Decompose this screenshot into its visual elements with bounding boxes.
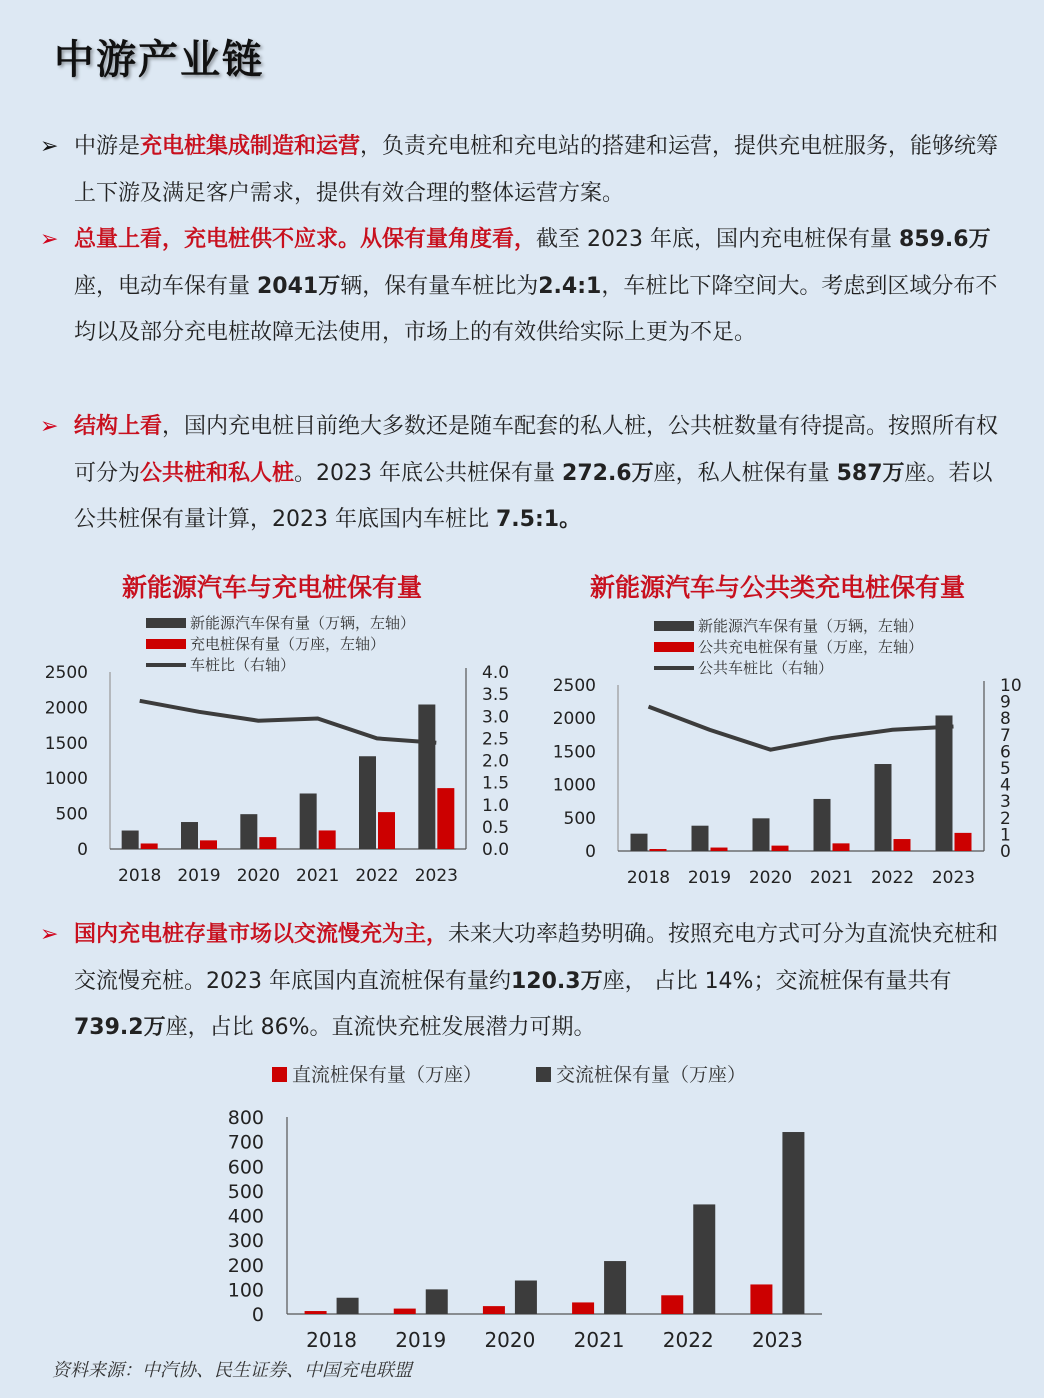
x-tick-label: 2021	[296, 866, 340, 886]
paragraph-segment: 截至 2023 年底，国内充电桩保有量	[536, 227, 899, 252]
bar-ev	[300, 793, 317, 849]
y-tick-right: 0.5	[482, 817, 510, 838]
bar-chargers	[650, 849, 667, 851]
legend-swatch-dc	[272, 1067, 287, 1082]
paragraph-segment: 座，私人桩保有量	[653, 460, 837, 486]
bar-dc	[661, 1295, 683, 1314]
y-tick-right: 4.0	[482, 663, 510, 683]
legend-label: 车桩比（右轴）	[190, 656, 296, 674]
bullet-arrow-icon: ➢	[40, 414, 59, 439]
paragraph-segment: 总量上看，充电桩供不应求。从保有量角度看，	[74, 227, 537, 252]
x-tick-label: 2023	[751, 1328, 803, 1352]
y-tick: 100	[227, 1279, 264, 1302]
y-tick-right: 7	[1000, 725, 1011, 746]
paragraph-segment: 中游是	[74, 134, 141, 159]
page-title: 中游产业链	[54, 36, 264, 83]
paragraph-segment: 739.2万	[74, 1015, 166, 1040]
y-tick: 300	[227, 1230, 264, 1253]
y-tick-right: 9	[1000, 692, 1011, 713]
y-tick-right: 6	[1000, 742, 1011, 763]
y-tick: 200	[227, 1254, 264, 1277]
bullet-arrow-icon: ➢	[40, 227, 59, 252]
legend-label-dc: 直流桩保有量（万座）	[292, 1064, 483, 1086]
bar-dc	[750, 1284, 772, 1314]
y-tick-right: 1	[1000, 825, 1011, 846]
paragraph-total	[40, 217, 1000, 357]
bar-ac	[426, 1289, 448, 1314]
bar-chargers	[833, 843, 850, 851]
legend-label: 公共车桩比（右轴）	[698, 659, 834, 677]
source-note: 资料来源：中汽协、民生证券、中国充电联盟	[52, 1360, 412, 1381]
y-tick-right: 8	[1000, 709, 1011, 730]
chart2-title: 新能源汽车与公共类充电桩保有量	[590, 573, 966, 602]
y-tick-right: 2	[1000, 808, 1011, 829]
paragraph-segment: 公共桩和私人桩	[140, 460, 295, 486]
legend-swatch	[146, 618, 186, 628]
x-tick-label: 2021	[809, 868, 854, 888]
legend-swatch	[146, 639, 186, 649]
y-tick-right: 3.5	[482, 685, 510, 706]
y-tick-right: 0	[1000, 842, 1011, 862]
paragraph-segment: 结构上看	[74, 414, 163, 439]
bar-dc	[483, 1306, 505, 1314]
paragraph-segment: 587万	[836, 460, 905, 486]
bar-ev	[814, 799, 831, 851]
legend-swatch	[654, 642, 694, 652]
legend-label: 公共充电桩保有量（万座，左轴）	[698, 638, 924, 656]
paragraph-segment: 2.4:1	[538, 273, 602, 299]
paragraph-segment: 座。若以公共桩保有量计算，2023 年底国内车桩比	[74, 460, 993, 532]
bar-ev	[692, 826, 709, 851]
paragraph-segment: 国内充电桩存量市场以交流慢充为主，	[74, 922, 449, 947]
y-tick-left: 1500	[552, 742, 596, 763]
x-tick-label: 2022	[355, 866, 399, 886]
y-tick-right: 1.5	[482, 773, 510, 794]
y-tick-right: 2.5	[482, 729, 510, 750]
y-tick-left: 1500	[44, 733, 88, 754]
bar-ev	[240, 814, 257, 849]
paragraph-segment: 7.5:1	[495, 507, 560, 532]
paragraph-segment: 座，占比 86%。直流快充桩发展潜力可期。	[165, 1015, 596, 1040]
y-tick-left: 1000	[552, 775, 596, 796]
x-tick-label: 2018	[118, 866, 162, 886]
bar-chargers	[141, 843, 158, 849]
y-tick: 0	[251, 1304, 264, 1326]
bar-ev	[181, 822, 198, 849]
chart-ev-vs-chargers	[0, 600, 522, 900]
bar-dc	[394, 1309, 416, 1314]
x-tick-label: 2018	[306, 1328, 358, 1352]
bar-chargers	[894, 839, 911, 851]
paragraph-segment: 座， 占比 14%；交流桩保有量共有	[602, 968, 952, 994]
x-tick-label: 2020	[748, 868, 793, 888]
y-tick-right: 2.0	[482, 751, 510, 772]
y-tick: 700	[227, 1131, 264, 1154]
y-tick: 600	[227, 1156, 264, 1179]
x-tick-label: 2019	[687, 868, 732, 888]
bar-chargers	[259, 837, 276, 849]
bar-ev	[631, 834, 648, 851]
x-tick-label: 2019	[177, 866, 221, 886]
y-tick: 500	[227, 1180, 264, 1203]
bar-ac	[604, 1261, 626, 1314]
paragraph-segment: 。	[559, 507, 582, 532]
x-tick-label: 2022	[662, 1328, 714, 1352]
paragraph-midstream	[40, 124, 1000, 217]
paragraph-segment: 充电桩集成制造和运营	[140, 134, 361, 159]
legend-swatch	[654, 621, 694, 631]
bar-ev	[359, 756, 376, 849]
bar-ev	[418, 704, 435, 849]
bar-ac	[693, 1204, 715, 1314]
paragraph-segment: 272.6万	[562, 460, 654, 486]
legend-label-ac: 交流桩保有量（万座）	[556, 1064, 747, 1086]
y-tick-right: 5	[1000, 759, 1011, 779]
y-tick-right: 3	[1000, 792, 1011, 813]
bar-ac	[782, 1132, 804, 1314]
bar-dc	[572, 1302, 594, 1314]
y-tick-left: 0	[77, 840, 88, 860]
paragraph-segment: 2041万	[257, 273, 341, 299]
legend-label: 新能源汽车保有量（万辆，左轴）	[190, 614, 416, 632]
paragraph-segment: 。2023 年底公共桩保有量	[294, 460, 563, 486]
x-tick-label: 2021	[573, 1328, 625, 1352]
paragraph-segment: 120.3万	[510, 968, 603, 994]
bar-ac	[337, 1298, 359, 1314]
chart-ev-vs-public-chargers	[522, 600, 1044, 900]
legend-label: 充电桩保有量（万座，左轴）	[190, 635, 386, 653]
y-tick-right: 0.0	[482, 840, 510, 860]
x-tick-label: 2018	[626, 868, 671, 888]
legend-swatch-ac	[536, 1067, 551, 1082]
paragraph-segment: ，负责充电桩和充电站的搭建和运营，提供充电桩服务，能够统筹上下游及满足客户需求，提供有效合理的整体运营方案。	[74, 134, 999, 206]
chart1-title: 新能源汽车与充电桩保有量	[122, 573, 423, 602]
bar-ev	[875, 764, 892, 851]
paragraph-segment: ，车桩比下降空间大。考虑到区域分布不均以及部分充电桩故障无法使用，市场上的有效供给实际上更为不足。	[74, 273, 998, 345]
x-tick-label: 2023	[414, 866, 458, 886]
x-tick-label: 2020	[484, 1328, 536, 1352]
bullet-arrow-icon: ➢	[40, 922, 59, 947]
y-tick-left: 2000	[44, 698, 88, 719]
x-tick-label: 2020	[236, 866, 280, 886]
y-tick-right: 4	[1000, 775, 1011, 796]
y-tick-right: 1.0	[482, 795, 510, 816]
y-tick-left: 2500	[552, 676, 596, 696]
bar-chargers	[955, 833, 972, 851]
bar-ac	[515, 1281, 537, 1314]
bar-ev	[936, 715, 953, 851]
bar-dc	[305, 1311, 327, 1314]
y-tick-left: 1000	[44, 769, 88, 790]
chart-dc-vs-ac	[0, 1055, 1044, 1355]
y-tick-left: 500	[55, 804, 88, 825]
y-tick-left: 500	[563, 808, 596, 829]
paragraph-structure	[40, 404, 1000, 544]
paragraph-segment: 859.6万	[898, 227, 991, 252]
y-tick: 800	[227, 1107, 264, 1129]
y-tick: 400	[227, 1205, 264, 1228]
bar-chargers	[772, 846, 789, 851]
paragraph-segment: ，国内充电桩目前绝大多数还是随车配套的私人桩，公共桩数量有待提高。按照所有权可分为	[74, 414, 999, 486]
paragraph-ac-dc	[40, 912, 1000, 1052]
x-tick-label: 2019	[395, 1328, 447, 1352]
bar-chargers	[437, 788, 454, 849]
bar-chargers	[378, 812, 395, 849]
bullet-arrow-icon: ➢	[40, 134, 59, 159]
bar-chargers	[711, 848, 728, 851]
y-tick-left: 2000	[552, 709, 596, 730]
line-ratio	[649, 707, 954, 750]
y-tick-left: 2500	[44, 663, 88, 683]
paragraph-segment: 未来大功率趋势明确。按照充电方式可分为直流快充桩和交流慢充桩。2023 年底国内直流桩保有量约	[74, 922, 999, 994]
x-tick-label: 2022	[870, 868, 915, 888]
x-tick-label: 2023	[931, 868, 976, 888]
paragraph-segment: 辆，保有量车桩比为	[340, 273, 539, 299]
y-tick-left: 0	[585, 842, 596, 862]
legend-label: 新能源汽车保有量（万辆，左轴）	[698, 617, 924, 635]
bar-ev	[753, 818, 770, 851]
line-ratio	[140, 701, 437, 743]
bar-chargers	[200, 840, 217, 849]
bar-chargers	[319, 830, 336, 849]
paragraph-segment: 座，电动车保有量	[74, 273, 257, 299]
y-tick-right: 3.0	[482, 707, 510, 728]
bar-ev	[122, 831, 139, 849]
y-tick-right: 10	[1000, 676, 1022, 696]
